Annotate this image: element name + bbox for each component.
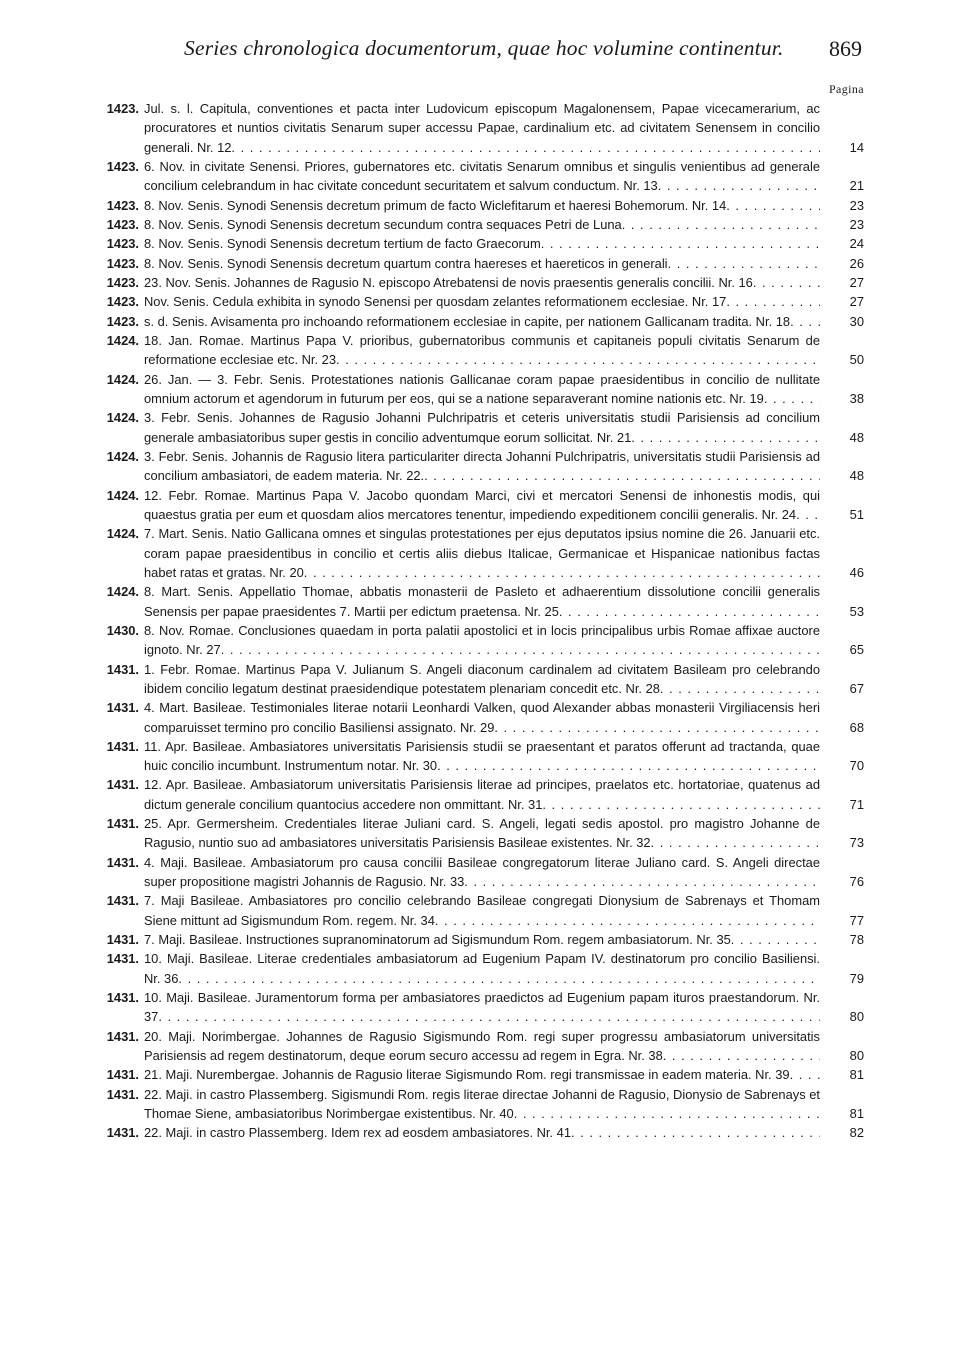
entry-year: 1431. xyxy=(106,951,139,967)
entry-body xyxy=(144,698,864,737)
document-entry xyxy=(96,447,864,486)
entry-body xyxy=(144,312,864,331)
entry-text: 7. Maji. Basileae. Instructiones supranominatorum ad Sigismundum Rom. regem ambasiatorum. Nr. 35 . . . xyxy=(144,930,820,949)
entry-body xyxy=(144,370,864,409)
entry-year: 1431. xyxy=(106,1086,139,1102)
entry-year: 1431. xyxy=(106,854,139,870)
entry-text: 18. Jan. Romae. Martinus Papa V. prioribus, gubernatoribus communis et capitaneis populi civitatis Senarum de reformatione ecclesiae etc. Nr. 23 . . . xyxy=(144,331,820,370)
entry-text: 8. Nov. Senis. Synodi Senensis decretum primum de facto Wiclefitarum et haeresi Bohemorum. Nr. 14 . . . xyxy=(144,196,820,215)
document-entry xyxy=(96,292,864,311)
entry-year: 1423. xyxy=(106,294,139,310)
document-entry xyxy=(96,215,864,234)
entry-year: 1423. xyxy=(106,274,139,290)
entry-page-reference: 38 xyxy=(849,390,864,406)
entry-page-reference: 65 xyxy=(849,642,864,658)
entry-page-reference: 77 xyxy=(849,912,864,928)
entry-text: 4. Maji. Basileae. Ambasiatorum pro causa concilii Basileae congregatorum literae Juliano card. S. Angeli directae super propositione magistri Johannis de Ragusio. Nr. 33 . . . xyxy=(144,853,820,892)
document-entry xyxy=(96,930,864,949)
entry-body xyxy=(144,1085,864,1124)
entry-body xyxy=(144,408,864,447)
document-entry xyxy=(96,775,864,814)
entry-page-reference: 76 xyxy=(849,874,864,890)
entry-body xyxy=(144,621,864,660)
entry-year: 1424. xyxy=(106,584,139,600)
document-entry xyxy=(96,814,864,853)
entry-body xyxy=(144,775,864,814)
entry-page-reference: 79 xyxy=(849,970,864,986)
entry-body xyxy=(144,1027,864,1066)
entry-page-reference: 80 xyxy=(849,1009,864,1025)
entry-page-reference: 80 xyxy=(849,1048,864,1064)
document-entry xyxy=(96,891,864,930)
entry-body xyxy=(144,234,864,253)
document-entry xyxy=(96,1123,864,1142)
entry-text: 11. Apr. Basileae. Ambasiatores universitatis Parisiensis studii se praesentant et paratos offerunt ad tractanda, quae huic concilio incumbunt. Instrumentum notar. Nr. 30 . . . xyxy=(144,737,820,776)
entry-year: 1431. xyxy=(106,700,139,716)
entry-text: 8. Nov. Senis. Synodi Senensis decretum tertium de facto Graecorum . . . xyxy=(144,234,820,253)
entry-text: 7. Mart. Senis. Natio Gallicana omnes et singulas protestationes per ejus deputatos ipsius nomine die 26. Januarii etc. coram papae praesidentibus in concilio et certis aliis diebus Italicae, Germanicae et Hispanicae nationibus factas habet ratas et gratas. Nr. 20 . . . xyxy=(144,524,820,582)
entry-text: Jul. s. l. Capitula, conventiones et pacta inter Ludovicum episcopum Magalonensem, Papae vicecamerarium, ac procuratores et nuntios civitatis Senarum super accessu Papae, cardinalium etc. ad civitatem Senensem in concilio generali. Nr. 12 . . . xyxy=(144,99,820,157)
entry-year: 1423. xyxy=(106,158,139,174)
entry-text: 12. Apr. Basileae. Ambasiatorum universitatis Parisiensis literae ad principes, praelatos etc. hortatoriae, quatenus ad dictum generale concilium quantocius accedere non ommittant. Nr. 31 . . . xyxy=(144,775,820,814)
document-entry xyxy=(96,408,864,447)
entry-year: 1424. xyxy=(106,487,139,503)
entry-text: 3. Febr. Senis. Johannis de Ragusio litera particulariter directa Johanni Pulchripatris, universitatis studii Parisiensis ad concilium ambasiatori, de eadem materia. Nr. 22. . . . xyxy=(144,447,820,486)
document-entry xyxy=(96,737,864,776)
entry-year: 1424. xyxy=(106,448,139,464)
entry-year: 1423. xyxy=(106,216,139,232)
document-entry xyxy=(96,157,864,196)
entry-body xyxy=(144,99,864,157)
entry-page-reference: 78 xyxy=(849,932,864,948)
entry-text: 8. Mart. Senis. Appellatio Thomae, abbatis monasterii de Pasleto et adhaerentium dissolutione concilii generalis Senensis per papae praesidentes 7. Martii per edictum praetensa. Nr. 25 . . . xyxy=(144,582,820,621)
entry-page-reference: 68 xyxy=(849,719,864,735)
entry-text: 10. Maji. Basileae. Literae credentiales ambasiatorum ad Eugenium Papam IV. destinatorum pro concilio Basiliensi. Nr. 36 . . . xyxy=(144,949,820,988)
entry-text: s. d. Senis. Avisamenta pro inchoando reformationem ecclesiae in capite, per nationem Gallicanam tradita. Nr. 18 . . . xyxy=(144,312,820,331)
entry-text: 8. Nov. Senis. Synodi Senensis decretum quartum contra haereses et haereticos in generali . . . xyxy=(144,254,820,273)
entry-body xyxy=(144,254,864,273)
entry-year: 1424. xyxy=(106,526,139,542)
document-entry xyxy=(96,254,864,273)
entry-body xyxy=(144,582,864,621)
entry-year: 1424. xyxy=(106,332,139,348)
entry-year: 1424. xyxy=(106,410,139,426)
entry-text: Nov. Senis. Cedula exhibita in synodo Senensi per quosdam zelantes reformationem ecclesiae. Nr. 17 . . . xyxy=(144,292,820,311)
entry-page-reference: 71 xyxy=(849,796,864,812)
entry-year: 1423. xyxy=(106,101,139,116)
entry-page-reference: 27 xyxy=(849,274,864,290)
entry-body xyxy=(144,1065,864,1084)
document-entry xyxy=(96,1085,864,1124)
entry-text: 12. Febr. Romae. Martinus Papa V. Jacobo quondam Marci, civi et mercatori Senensi de inhonestis modis, qui quaestus gratia per eum et quosdam alios mercatores tenentur, impediendo expeditionem concilii generalis. Nr. 24 . . . xyxy=(144,486,820,525)
entry-year: 1431. xyxy=(106,893,139,909)
entry-body xyxy=(144,292,864,311)
entry-page-reference: 23 xyxy=(849,216,864,232)
document-entry xyxy=(96,196,864,215)
entry-body xyxy=(144,524,864,582)
document-entry xyxy=(96,234,864,253)
entry-year: 1423. xyxy=(106,236,139,252)
entry-year: 1431. xyxy=(106,1125,139,1141)
entry-body xyxy=(144,737,864,776)
entry-body xyxy=(144,331,864,370)
entry-year: 1423. xyxy=(106,255,139,271)
entry-year: 1431. xyxy=(106,1028,139,1044)
entry-page-reference: 46 xyxy=(849,564,864,580)
entry-year: 1431. xyxy=(106,990,139,1006)
document-entry xyxy=(96,853,864,892)
entry-body xyxy=(144,891,864,930)
entry-year: 1431. xyxy=(106,816,139,832)
entry-page-reference: 14 xyxy=(849,139,864,155)
entry-text: 25. Apr. Germersheim. Credentiales literae Juliani card. S. Angeli, legati sedis apostol. pro magistro Johanne de Ragusio, nuntio suo ad ambasiatores universitatis Parisiensis Basileae existentes. Nr. 32 . . . xyxy=(144,814,820,853)
entry-body xyxy=(144,853,864,892)
entry-page-reference: 48 xyxy=(849,468,864,484)
entry-body xyxy=(144,930,864,949)
entry-body xyxy=(144,486,864,525)
document-entry xyxy=(96,621,864,660)
entry-year: 1431. xyxy=(106,661,139,677)
entry-page-reference: 67 xyxy=(849,680,864,696)
entry-year: 1424. xyxy=(106,371,139,387)
entry-body xyxy=(144,988,864,1027)
document-entry xyxy=(96,1065,864,1084)
entry-body xyxy=(144,949,864,988)
entry-year: 1431. xyxy=(106,738,139,754)
document-entry xyxy=(96,988,864,1027)
entry-body xyxy=(144,196,864,215)
running-title: Series chronologica documentorum, quae hoc volumine continentur. xyxy=(184,36,784,60)
document-entry xyxy=(96,312,864,331)
entry-text: 22. Maji. in castro Plassemberg. Idem rex ad eosdem ambasiatores. Nr. 41 . . . xyxy=(144,1123,820,1142)
entry-page-reference: 81 xyxy=(849,1106,864,1122)
entry-body xyxy=(144,1123,864,1142)
entry-page-reference: 82 xyxy=(849,1125,864,1141)
entry-year: 1431. xyxy=(106,777,139,793)
entry-page-reference: 30 xyxy=(849,313,864,329)
entry-page-reference: 81 xyxy=(849,1067,864,1083)
entry-page-reference: 27 xyxy=(849,294,864,310)
entry-text: 10. Maji. Basileae. Juramentorum forma per ambasiatores praedictos ad Eugenium papam ituros praestandorum. Nr. 37 . . . xyxy=(144,988,820,1027)
entry-body xyxy=(144,157,864,196)
entry-year: 1430. xyxy=(106,622,139,638)
document-entry xyxy=(96,582,864,621)
document-entry xyxy=(96,524,864,582)
entry-text: 20. Maji. Norimbergae. Johannes de Ragusio Sigismundo Rom. regi super progressu ambasiatorum universitatis Parisiensis ad regem destinatorum, deque eorum securo accessu ad regem in Egra. Nr. 38 . . . xyxy=(144,1027,820,1066)
document-entry xyxy=(96,486,864,525)
entry-page-reference: 48 xyxy=(849,429,864,445)
entry-year: 1431. xyxy=(106,1067,139,1083)
entry-body xyxy=(144,273,864,292)
entry-text: 3. Febr. Senis. Johannes de Ragusio Johanni Pulchripatris et ceteris universitatis studii Parisiensis ad concilium generale ambasiatoribus super gestis in concilio adventumque eorum sollicitat. Nr. 21 . . . xyxy=(144,408,820,447)
entry-year: 1431. xyxy=(106,932,139,948)
entry-body xyxy=(144,660,864,699)
entry-text: 8. Nov. Romae. Conclusiones quaedam in porta palatii apostolici et in locis principalibus urbis Romae affixae auctore ignoto. Nr. 27 . . . xyxy=(144,621,820,660)
entry-text: 22. Maji. in castro Plassemberg. Sigismundi Rom. regis literae directae Johanni de Ragusio, Dionysio de Sabrenays et Thomae Siene, ambasiatoribus Norimbergae existentibus. Nr. 40 . . . xyxy=(144,1085,820,1124)
entry-text: 8. Nov. Senis. Synodi Senensis decretum secundum contra sequaces Petri de Luna . . . xyxy=(144,215,820,234)
entry-page-reference: 21 xyxy=(849,178,864,194)
entry-text: 7. Maji Basileae. Ambasiatores pro concilio celebrando Basileae congregati Dionysium de Sabrenays et Thomam Siene mittunt ad Sigismundum Rom. regem. Nr. 34 . . . xyxy=(144,891,820,930)
entry-year: 1423. xyxy=(106,197,139,213)
page-number: 869 xyxy=(829,36,862,61)
entry-year: 1423. xyxy=(106,313,139,329)
document-entry xyxy=(96,660,864,699)
document-entry xyxy=(96,99,864,157)
entry-text: 4. Mart. Basileae. Testimoniales literae notarii Leonhardi Valken, quod Alexander abbas monasterii Virgiliacensis heri comparuisset termino pro concilio Basiliensi assignato. Nr. 29 . . . xyxy=(144,698,820,737)
entry-text: 26. Jan. — 3. Febr. Senis. Protestationes nationis Gallicanae coram papae praesidentibus in concilio de nullitate omnium actorum et agendorum in futurum per eos, qui se a natione separaverant nomine nationis etc. Nr. 19 . . . xyxy=(144,370,820,409)
entry-body xyxy=(144,814,864,853)
page-header xyxy=(96,36,864,70)
document-entry xyxy=(96,331,864,370)
entry-page-reference: 50 xyxy=(849,352,864,368)
entry-page-reference: 24 xyxy=(849,236,864,252)
entry-page-reference: 73 xyxy=(849,835,864,851)
document-entry xyxy=(96,949,864,988)
document-entry xyxy=(96,273,864,292)
pagina-column-label: Pagina xyxy=(828,82,864,96)
entry-text: 21. Maji. Nurembergae. Johannis de Ragusio literae Sigismundo Rom. regi transmissae in eadem materia. Nr. 39 . . . xyxy=(144,1065,820,1084)
entry-page-reference: 23 xyxy=(849,197,864,213)
entry-text: 6. Nov. in civitate Senensi. Priores, gubernatores etc. civitatis Senarum omnibus et singulis venientibus ad generale concilium celebrandum in hac civitate concedunt securitatem et salvum conductum. Nr. 13 . . . xyxy=(144,157,820,196)
entry-text: 1. Febr. Romae. Martinus Papa V. Julianum S. Angeli diaconum cardinalem ad civitatem Basileam pro celebrando ibidem concilio legatum destinat praesidendique potestatem plenariam concedit etc. Nr. 28 . . . xyxy=(144,660,820,699)
entry-body xyxy=(144,215,864,234)
entry-page-reference: 26 xyxy=(849,255,864,271)
document-entries-list xyxy=(96,99,864,1143)
entry-page-reference: 70 xyxy=(849,758,864,774)
entry-text: 23. Nov. Senis. Johannes de Ragusio N. episcopo Atrebatensi de novis praesentis generalis concilii. Nr. 16 . . . xyxy=(144,273,820,292)
entry-page-reference: 53 xyxy=(849,603,864,619)
document-entry xyxy=(96,1027,864,1066)
entry-body xyxy=(144,447,864,486)
document-entry xyxy=(96,370,864,409)
document-entry xyxy=(96,698,864,737)
entry-page-reference: 51 xyxy=(849,506,864,522)
